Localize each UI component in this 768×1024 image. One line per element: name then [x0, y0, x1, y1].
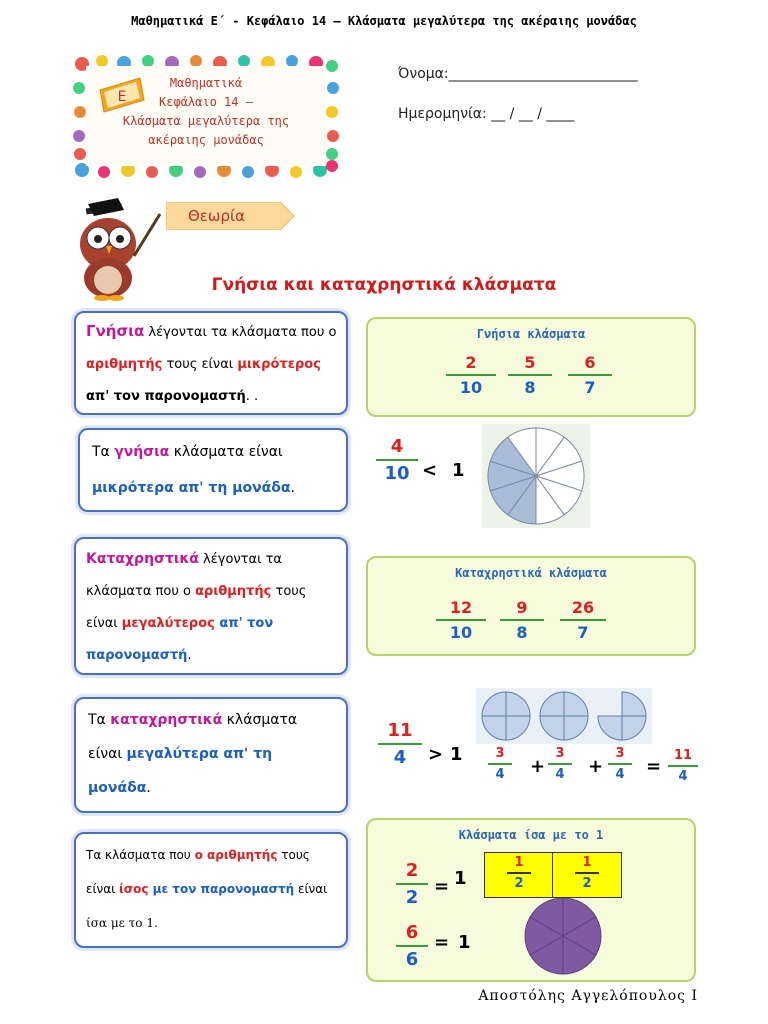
improper-fractions-panel — [366, 556, 696, 656]
date-field: Ημερομηνία: __ / __ / ____ — [398, 106, 575, 122]
title-line-4: ακέραιης μονάδας — [148, 133, 264, 147]
theory-label — [166, 202, 296, 230]
fraction-eleven-quarters: 11 4 — [378, 720, 422, 768]
improper-greater-than-one-box — [74, 697, 348, 813]
equals-sign: = — [434, 932, 450, 953]
pie-tenths-icon — [482, 424, 590, 528]
fraction-six-sixths: 6 6 — [396, 922, 428, 970]
fraction: 3 4 — [608, 746, 632, 782]
equal-to-one-panel — [366, 818, 696, 982]
equals-sign: = — [646, 756, 662, 777]
definition-improper-box — [74, 537, 348, 675]
fraction: 3 4 — [548, 746, 572, 782]
fraction: 3 4 — [488, 746, 512, 782]
less-than-sign: < — [422, 460, 438, 481]
one-value: 1 — [450, 744, 463, 765]
title-line-2: Κεφάλαιο 14 – — [159, 95, 253, 109]
quarter-slice — [622, 716, 646, 740]
quarter-circles-icon — [476, 688, 652, 744]
name-field: Όνομα:___________________________ — [398, 66, 638, 82]
one-value: 1 — [452, 460, 465, 481]
quarter-slice — [482, 692, 506, 716]
proper-panel-title: Γνήσια κλάσματα — [476, 327, 586, 341]
fraction-four-tenths: 4 10 — [376, 436, 418, 484]
one-value: 1 — [458, 932, 471, 953]
fraction-result: 11 4 — [668, 748, 698, 784]
title-line-3: Κλάσματα μεγαλύτερα της — [122, 114, 290, 128]
proper-fractions-panel — [366, 317, 696, 417]
fraction: 2 10 — [446, 353, 496, 397]
quarter-slice — [564, 716, 588, 740]
improper-greater-than-one-text: Τα καταχρηστικά κλάσματα είναι μεγαλύτερα απ' τη μονάδα. — [88, 712, 298, 796]
greater-than-sign: > — [428, 744, 444, 765]
quarter-slice — [540, 716, 564, 740]
quarter-slice — [540, 692, 564, 716]
definition-proper-box — [74, 311, 348, 415]
grade-badge — [96, 76, 146, 114]
author-footer: Αποστόλης Αγγελόπουλος Ι — [478, 988, 698, 1004]
fraction: 5 8 — [508, 353, 552, 397]
grade-badge-letter: Ε — [117, 89, 127, 105]
definition-proper-text: Γνήσια λέγονται τα κλάσματα που ο αριθμητής τους είναι μικρότερος απ' τον παρονομαστή. . — [86, 322, 337, 404]
equals-sign: = — [434, 876, 450, 897]
proper-less-than-one-box — [78, 428, 348, 512]
quarter-slice — [564, 692, 588, 716]
quarter-slice — [622, 692, 646, 716]
plus-sign: + — [530, 756, 546, 777]
section-title: Γνήσια και καταχρηστικά κλάσματα — [211, 275, 557, 295]
proper-less-than-one-text: Τα γνήσια κλάσματα είναι μικρότερα απ' τη μονάδα. — [92, 444, 295, 496]
plus-sign: + — [588, 756, 604, 777]
definition-improper-text: Καταχρηστικά λέγονται τα κλάσματα που ο αριθμητής τους είναι μεγαλύτερος απ' τον παρονομαστή. — [86, 551, 307, 663]
equal-to-one-text: Τα κλάσματα που ο αριθμητής τους είναι ίσος με τον παρονομαστή είναι ίσα με το 1. — [86, 848, 328, 930]
equal-to-one-box — [74, 832, 348, 948]
title-card — [72, 54, 340, 178]
quarter-slice — [482, 716, 506, 740]
pie-sixths-icon — [520, 896, 606, 976]
theory-text: Θεωρία — [188, 207, 245, 225]
quarter-slice — [506, 692, 530, 716]
improper-panel-title: Καταχρηστικά κλάσματα — [455, 566, 607, 580]
fraction: 6 7 — [568, 353, 612, 397]
one-value: 1 — [454, 868, 467, 889]
fraction: 9 8 — [500, 598, 544, 642]
fraction: 26 7 — [560, 598, 606, 642]
halves-bar-icon — [484, 852, 622, 898]
fraction: 12 10 — [436, 598, 486, 642]
title-line-1: Μαθηματικά — [169, 76, 243, 90]
fraction: 1 2 — [575, 855, 599, 891]
fraction-two-halves: 2 2 — [396, 860, 428, 908]
quarter-slice — [506, 716, 530, 740]
fraction: 1 2 — [507, 855, 531, 891]
page-header: Μαθηματικά Ε΄ - Κεφάλαιο 14 – Κλάσματα μεγαλύτερα της ακέραιης μονάδας — [131, 14, 637, 28]
equal-panel-title: Κλάσματα ίσα με το 1 — [458, 828, 604, 842]
quarter-slice — [598, 716, 622, 740]
